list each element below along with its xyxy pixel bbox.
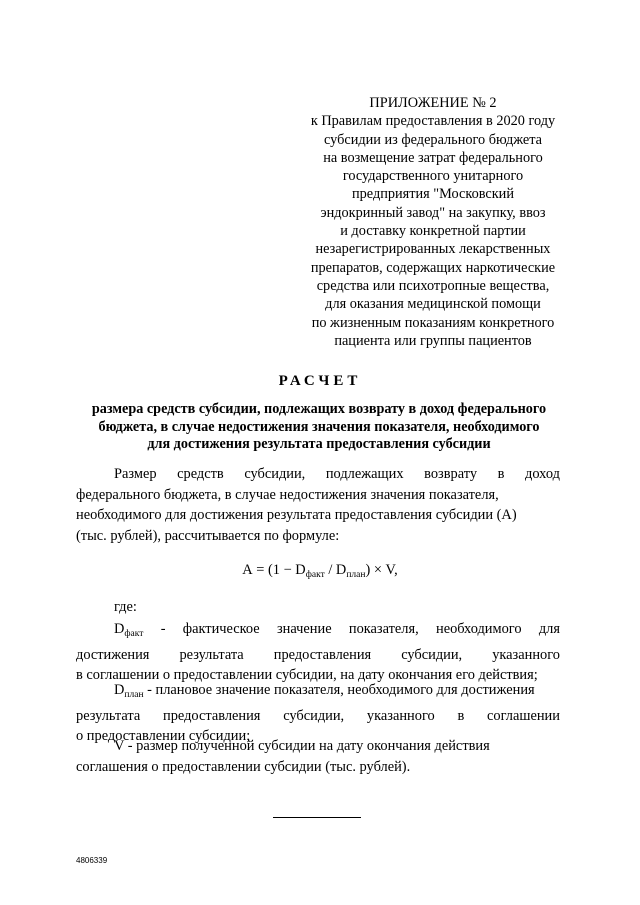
appendix-line: эндокринный завод" на закупку, ввоз [320,204,546,221]
def-plan-line-1 [76,680,560,706]
word: средств [177,466,224,482]
appendix-line: к Правилам предоставления в 2020 году [310,113,556,130]
word: необходимого [436,621,522,637]
def-symbol [114,619,143,645]
word: указанного [366,707,435,724]
def-v-line-2: соглашения о предоставлении субсидии (тыс. рублей). [76,758,411,775]
appendix-line: по жизненным показаниям конкретного [311,314,555,331]
formula-sub-plan: план [346,570,366,580]
word: предоставления [273,646,372,663]
symbol-d: D [114,682,125,698]
intro-line-1 [76,464,560,485]
document-subtitle [76,401,562,454]
appendix-header [300,94,566,350]
word: соглашении [487,707,560,724]
def-plan-text: - плановое значение показателя, необходимого для достижения [143,682,535,698]
symbol-sub: факт [124,629,144,639]
def-fact-line-2 [76,645,560,666]
word: фактическое [182,621,260,637]
word: предоставления [163,707,261,724]
word: достижения [76,646,150,663]
def-fact-line-3: в соглашении о предоставлении субсидии, на дату окончания его действия; [76,667,538,683]
appendix-line: субсидии из федерального бюджета [323,131,543,148]
intro-line-3: необходимого для достижения результата предоставления субсидии (А) [76,507,517,523]
appendix-line: препаратов, содержащих наркотические [310,259,556,276]
word: субсидии, [283,707,345,724]
definition-fact [76,619,560,686]
appendix-line: пациента или группы пациентов [334,332,532,349]
symbol-sub: план [124,690,144,700]
document-code: 4806339 [76,856,108,865]
appendix-line: для оказания медицинской помощи [325,296,541,313]
def-plan-line-3: о предоставлении субсидии; [76,728,251,744]
formula-lhs: А = (1 − D [242,562,306,578]
word: в [457,707,465,724]
word: для [538,621,560,637]
def-v-line-1: V - размер полученной субсидии на дату окончания действия [114,738,490,754]
word: в [497,466,505,482]
def-plan-line-2 [76,706,560,727]
definition-v [76,736,560,777]
word: значение [276,621,332,637]
word: Размер [114,466,157,482]
def-fact-line-1 [76,619,560,645]
subtitle-line: размера средств субсидии, подлежащих возврату в доход федерального [91,401,547,417]
subtitle-line: бюджета, в случае недостижения значения показателя, необходимого [98,418,540,435]
symbol-d: D [114,621,125,637]
word: субсидии, [401,646,463,663]
word: субсидии, [244,466,306,482]
word: результата [179,646,244,663]
appendix-line: и доставку конкретной партии [340,223,526,240]
word: подлежащих [325,466,404,482]
appendix-line: предприятия "Московский [352,186,514,203]
intro-line-4: (тыс. рублей), рассчитывается по формуле: [76,527,340,544]
divider-line [273,817,361,818]
subtitle-line: для достижения результата предоставления субсидии [147,436,491,452]
formula-rhs: ) × V, [365,562,398,578]
appendix-line: незарегистрированных лекарственных [315,241,551,258]
document-title: РАСЧЕТ [278,373,362,389]
word: показателя, [348,621,419,637]
appendix-line: на возмещение затрат федерального [323,149,543,166]
word: доход [525,466,560,482]
where-label: где: [114,599,137,615]
appendix-line: ПРИЛОЖЕНИЕ № 2 [369,95,497,111]
word: результата [76,707,141,724]
formula-sub-fact: факт [305,570,325,580]
intro-line-2: федерального бюджета, в случае недостижения значения показателя, [76,486,499,503]
word: возврату [424,466,478,482]
formula [0,562,640,580]
intro-paragraph [76,464,560,546]
appendix-line: государственного унитарного [342,168,524,185]
word: - [160,621,166,637]
word: указанного [492,646,560,663]
appendix-line: средства или психотропные вещества, [316,277,550,294]
formula-mid: / D [324,562,347,578]
